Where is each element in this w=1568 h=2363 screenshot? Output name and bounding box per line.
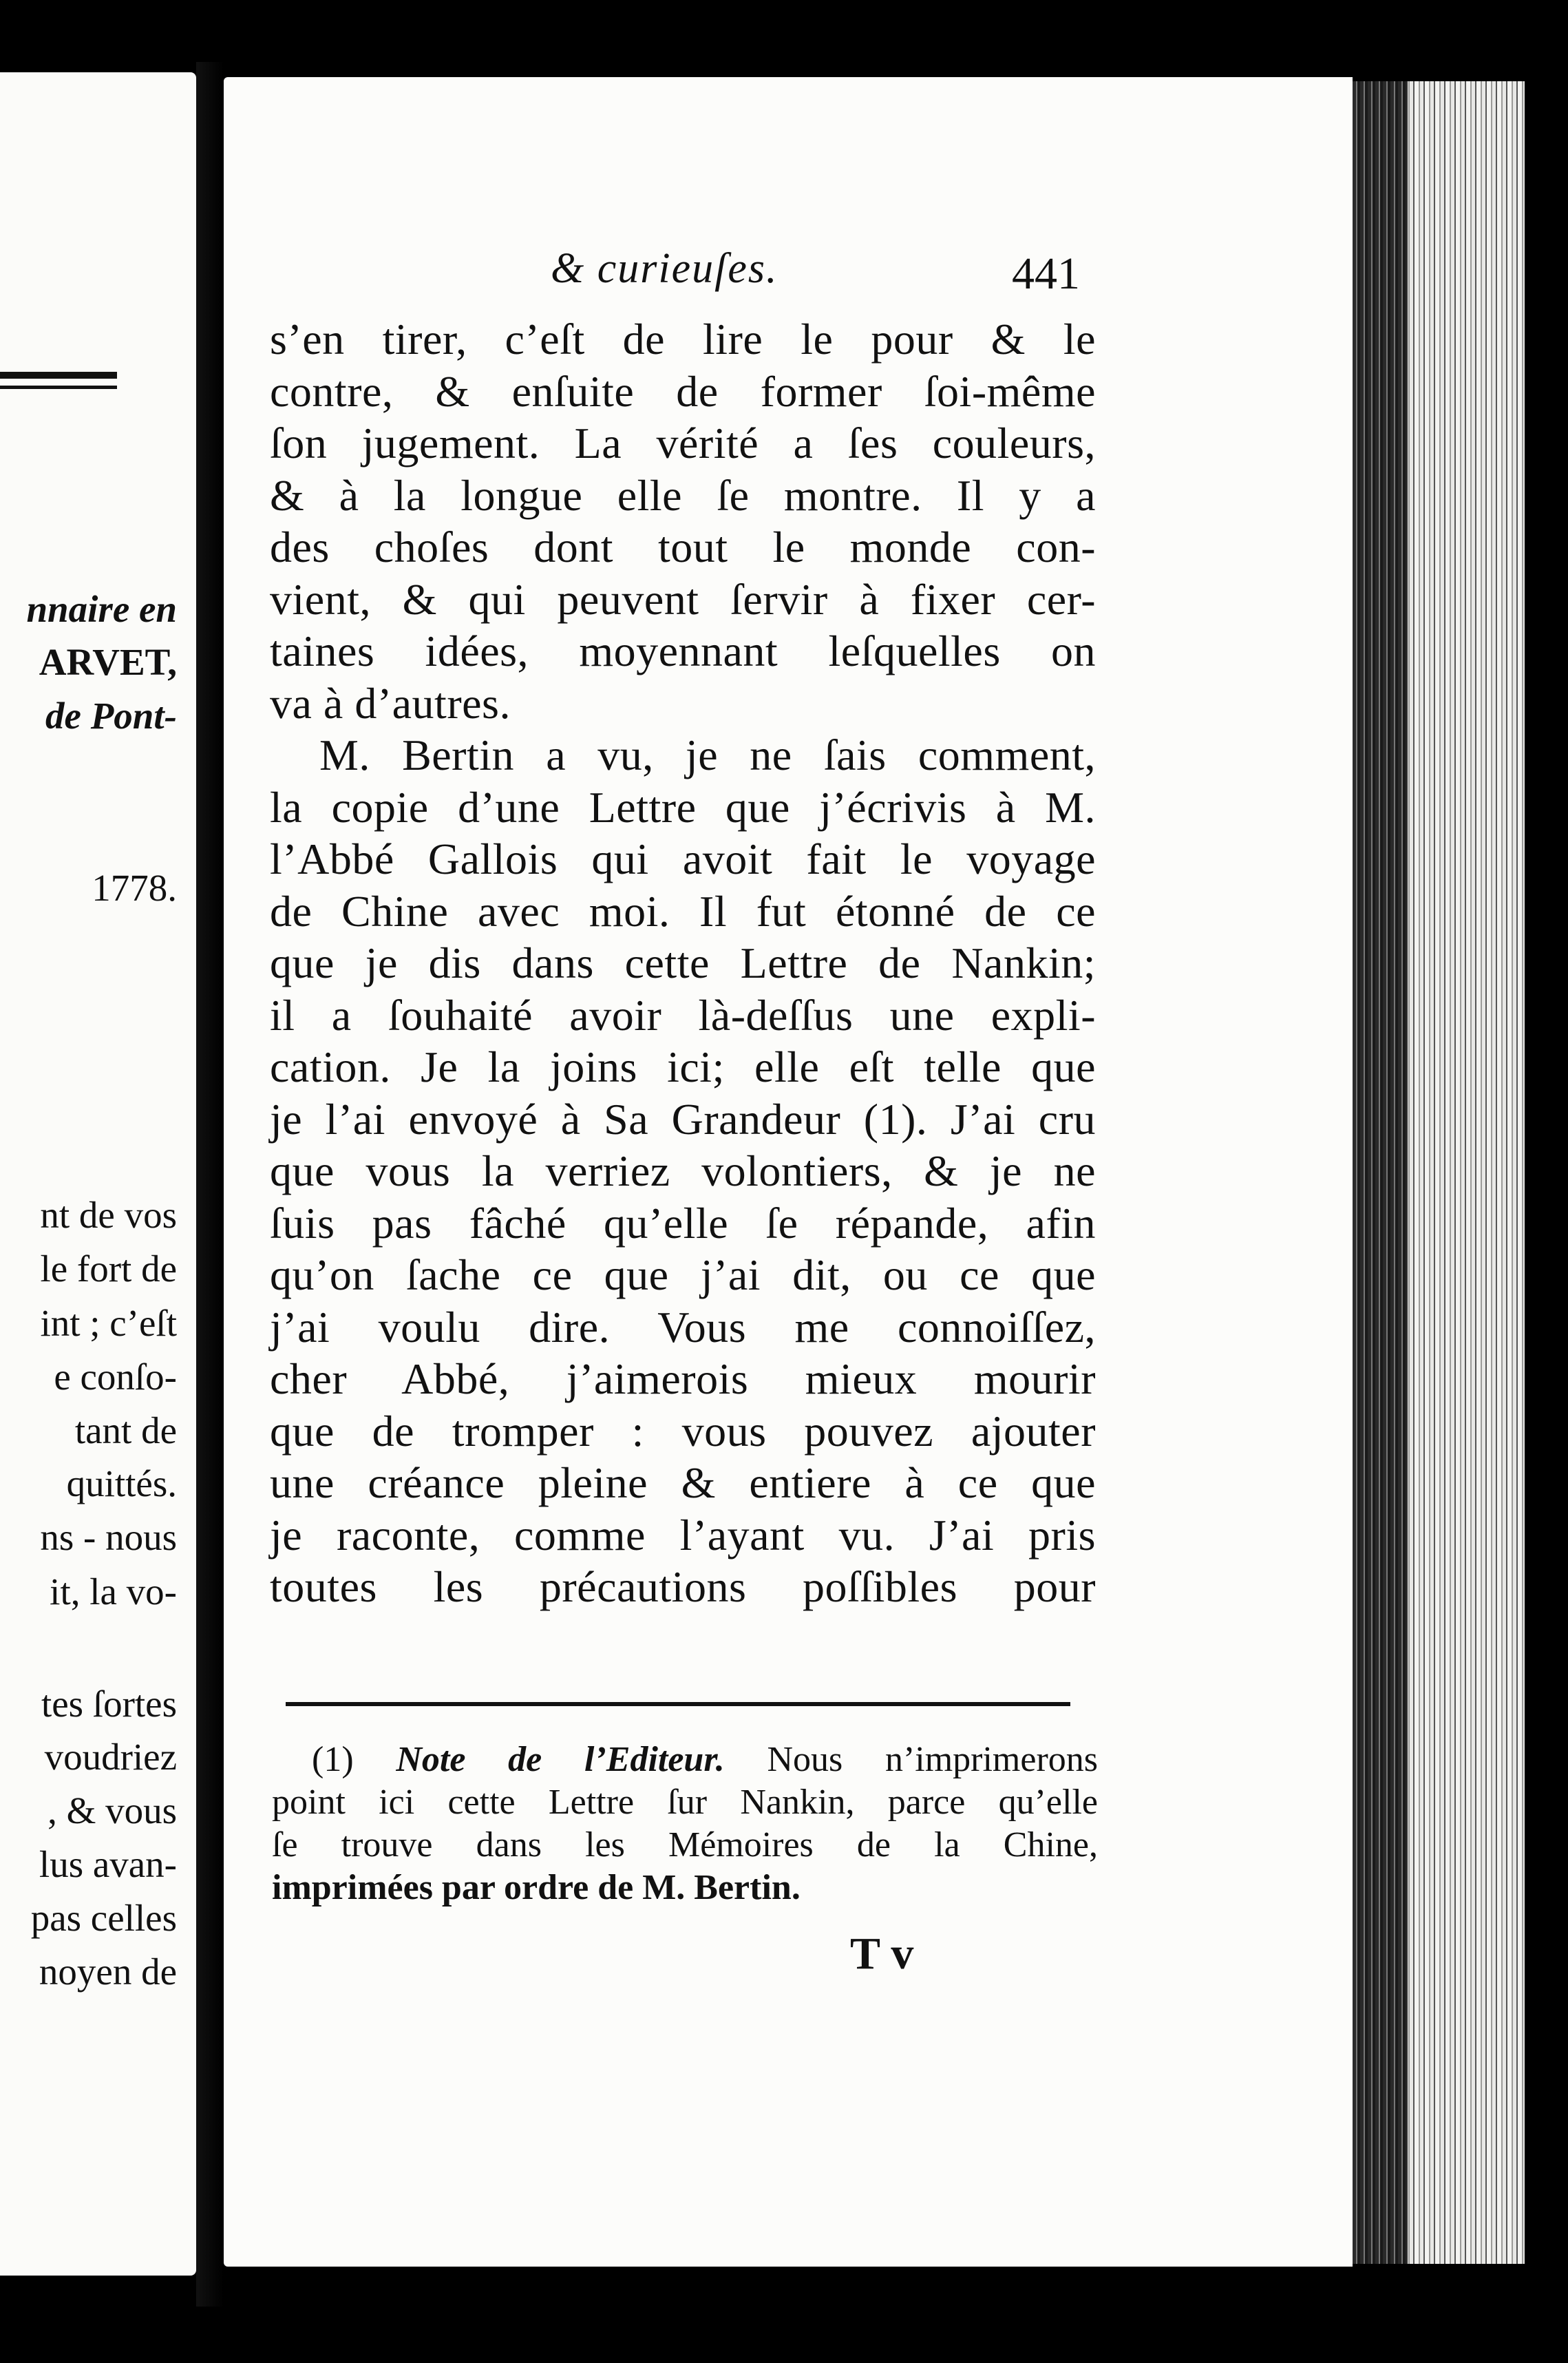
left-line: voudriez — [44, 1736, 177, 1778]
running-head: & curieuſes. — [551, 245, 778, 292]
left-rule-thin — [0, 386, 117, 389]
left-line: de Pont- — [45, 695, 177, 737]
left-line: ns - nous — [40, 1516, 177, 1558]
left-line: le fort de — [40, 1248, 177, 1290]
text-line: toutes les précautions poſſibles pour — [270, 1562, 1096, 1611]
left-line: e conſo- — [54, 1356, 177, 1398]
left-line: nnaire en — [26, 588, 177, 630]
left-line: noyen de — [39, 1951, 177, 1993]
footnote-text: Nous n’imprimerons — [767, 1740, 1099, 1779]
text-line: va à d’autres. — [270, 678, 511, 728]
page-number: 441 — [1012, 249, 1080, 299]
footnote-rule — [286, 1702, 1070, 1706]
text-line: que de tromper : vous pouvez ajouter — [270, 1406, 1096, 1456]
text-line: qu’on ſache ce que j’ai dit, ou ce que — [270, 1250, 1096, 1299]
book-gutter — [196, 62, 224, 2307]
left-line: lus avan- — [39, 1843, 177, 1885]
text-line: il a ſouhaité avoir là-deſſus une expli- — [270, 990, 1096, 1040]
text-line: j’ai voulu dire. Vous me connoiſſez, — [270, 1302, 1096, 1352]
text-line: de Chine avec moi. Il fut étonné de ce — [270, 886, 1096, 936]
text-line: ſuis pas fâché qu’elle ſe répande, afin — [270, 1198, 1096, 1248]
left-line: pas celles — [30, 1897, 177, 1939]
text-line: je l’ai envoyé à Sa Grandeur (1). J’ai cru — [270, 1094, 1096, 1144]
text-line: ſon jugement. La vérité a ſes couleurs, — [270, 419, 1096, 468]
body-text — [270, 313, 1096, 1613]
left-facing-page — [0, 72, 196, 2276]
text-line: cher Abbé, j’aimerois mieux mourir — [270, 1354, 1096, 1403]
text-line: M. Bertin a vu, je ne ſais comment, — [319, 731, 1096, 779]
signature-mark: T v — [850, 1929, 914, 1979]
left-line: nt de vos — [40, 1194, 177, 1236]
text-line: & à la longue elle ſe montre. Il y a — [270, 470, 1096, 520]
footnote — [272, 1739, 1098, 1909]
text-line: des choſes dont tout le monde con- — [270, 523, 1096, 571]
left-rule-thick — [0, 372, 117, 379]
left-line: quittés. — [66, 1462, 177, 1504]
page-edges-shadow — [1353, 81, 1408, 2264]
text-line: une créance pleine & entiere à ce que — [270, 1458, 1096, 1507]
text-line: taines idées, moyennant leſquelles on — [270, 627, 1096, 675]
text-line: je raconte, comme l’ayant vu. J’ai pris — [270, 1510, 1096, 1559]
footnote-line: imprimées par ordre de M. Bertin. — [272, 1868, 801, 1907]
text-line: s’en tirer, c’eſt de lire le pour & le — [270, 315, 1096, 364]
left-line: , & vous — [47, 1789, 177, 1831]
text-line: la copie d’une Lettre que j’écrivis à M. — [270, 782, 1096, 832]
left-line: it, la vo- — [50, 1571, 177, 1613]
text-line: contre, & enſuite de former ſoi-même — [270, 366, 1096, 416]
footnote-label: Note de l’Editeur. — [396, 1740, 725, 1779]
text-line: vient, & qui peuvent ſervir à fixer cer- — [270, 574, 1096, 624]
text-line: que vous la verriez volontiers, & je ne — [270, 1146, 1096, 1195]
left-line: tant de — [74, 1409, 177, 1451]
left-line: int ; c’eſt — [40, 1302, 177, 1344]
left-line: ARVET, — [39, 641, 177, 683]
footnote-marker: (1) — [312, 1740, 354, 1779]
footnote-line: point ici cette Lettre ſur Nankin, parce qu’elle — [272, 1783, 1098, 1822]
footnote-line — [272, 1739, 1098, 1781]
left-line: tes ſortes — [41, 1683, 177, 1725]
footnote-line: ſe trouve dans les Mémoires de la Chine, — [272, 1825, 1098, 1865]
text-line: cation. Je la joins ici; elle eſt telle que — [270, 1042, 1096, 1091]
left-line: 1778. — [92, 867, 177, 909]
text-line: que je dis dans cette Lettre de Nankin; — [270, 938, 1096, 987]
text-line: l’Abbé Gallois qui avoit fait le voyage — [270, 834, 1096, 883]
